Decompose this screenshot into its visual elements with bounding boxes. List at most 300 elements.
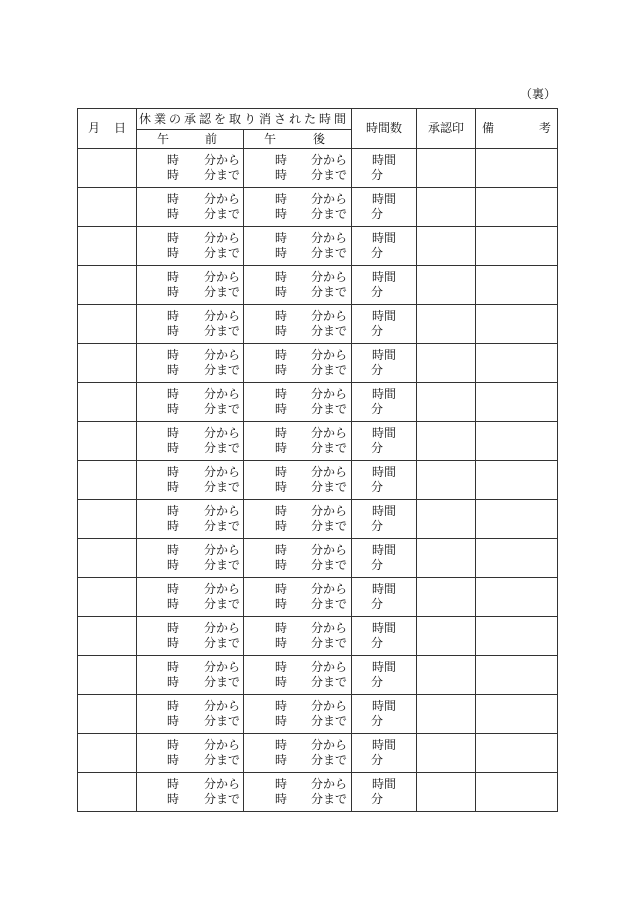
pm-time-cell[interactable]: [244, 617, 352, 656]
hour-unit: 時: [167, 699, 180, 713]
minutes-unit: 分: [371, 597, 384, 611]
am-time-cell[interactable]: [137, 695, 244, 734]
until-unit: 分まで: [204, 558, 241, 572]
hour-unit: 時: [275, 363, 288, 377]
hours-unit: 時間: [372, 699, 397, 713]
until-unit: 分まで: [311, 207, 348, 221]
until-unit: 分まで: [311, 714, 348, 728]
approval-seal-cell[interactable]: [417, 149, 476, 188]
until-unit: 分まで: [204, 675, 241, 689]
am-time-cell[interactable]: [137, 422, 244, 461]
minutes-unit: 分: [371, 519, 384, 533]
hours-unit: 時間: [372, 192, 397, 206]
from-unit: 分から: [311, 660, 348, 674]
hours-unit: 時間: [372, 543, 397, 557]
until-unit: 分まで: [311, 168, 348, 182]
hours-count-cell[interactable]: [352, 383, 417, 422]
hours-count-cell[interactable]: [352, 578, 417, 617]
hour-unit: 時: [167, 207, 180, 221]
header-am-a: 午: [157, 131, 170, 146]
hour-unit: 時: [167, 660, 180, 674]
from-unit: 分から: [311, 153, 348, 167]
approval-seal-cell[interactable]: [417, 734, 476, 773]
from-unit: 分から: [204, 153, 241, 167]
table-row: [78, 383, 558, 422]
notes-cell[interactable]: [476, 422, 558, 461]
hour-unit: 時: [167, 246, 180, 260]
am-time-cell[interactable]: [137, 539, 244, 578]
am-time-cell[interactable]: [137, 734, 244, 773]
hour-unit: 時: [275, 246, 288, 260]
minutes-unit: 分: [371, 714, 384, 728]
until-unit: 分まで: [311, 753, 348, 767]
hour-unit: 時: [275, 426, 288, 440]
hour-unit: 時: [275, 636, 288, 650]
hours-count-cell[interactable]: [352, 227, 417, 266]
hour-unit: 時: [275, 621, 288, 635]
from-unit: 分から: [204, 660, 241, 674]
from-unit: 分から: [204, 348, 241, 362]
until-unit: 分まで: [204, 246, 241, 260]
hour-unit: 時: [275, 309, 288, 323]
pm-time-cell[interactable]: [244, 188, 352, 227]
hour-unit: 時: [275, 699, 288, 713]
hours-count-cell[interactable]: [352, 461, 417, 500]
table-row: [78, 617, 558, 656]
notes-cell[interactable]: [476, 344, 558, 383]
table-row: [78, 344, 558, 383]
from-unit: 分から: [311, 426, 348, 440]
until-unit: 分まで: [311, 363, 348, 377]
until-unit: 分まで: [204, 597, 241, 611]
until-unit: 分まで: [311, 597, 348, 611]
minutes-unit: 分: [371, 558, 384, 572]
hours-unit: 時間: [372, 738, 397, 752]
header-day: 日: [114, 121, 127, 135]
hour-unit: 時: [167, 504, 180, 518]
pm-time-cell[interactable]: [244, 734, 352, 773]
until-unit: 分まで: [311, 324, 348, 338]
approval-seal-cell[interactable]: [417, 617, 476, 656]
minutes-unit: 分: [371, 480, 384, 494]
hour-unit: 時: [167, 426, 180, 440]
hours-count-cell[interactable]: [352, 305, 417, 344]
from-unit: 分から: [204, 309, 241, 323]
from-unit: 分から: [204, 543, 241, 557]
hour-unit: 時: [167, 621, 180, 635]
from-unit: 分から: [311, 504, 348, 518]
notes-cell[interactable]: [476, 383, 558, 422]
date-cell[interactable]: [78, 266, 137, 305]
approval-seal-cell[interactable]: [417, 695, 476, 734]
hour-unit: 時: [275, 480, 288, 494]
hour-unit: 時: [167, 192, 180, 206]
until-unit: 分まで: [204, 441, 241, 455]
from-unit: 分から: [311, 192, 348, 206]
hours-count-cell[interactable]: [352, 500, 417, 539]
notes-cell[interactable]: [476, 227, 558, 266]
pm-time-cell[interactable]: [244, 773, 352, 812]
hours-count-cell[interactable]: [352, 617, 417, 656]
table-row: [78, 227, 558, 266]
date-cell[interactable]: [78, 149, 137, 188]
hour-unit: 時: [167, 558, 180, 572]
hour-unit: 時: [167, 777, 180, 791]
from-unit: 分から: [204, 738, 241, 752]
from-unit: 分から: [311, 465, 348, 479]
from-unit: 分から: [204, 192, 241, 206]
minutes-unit: 分: [371, 402, 384, 416]
hour-unit: 時: [167, 441, 180, 455]
page-side-label: （裏）: [520, 87, 557, 101]
am-time-cell[interactable]: [137, 461, 244, 500]
table-row: [78, 539, 558, 578]
from-unit: 分から: [204, 504, 241, 518]
am-time-cell[interactable]: [137, 383, 244, 422]
date-cell[interactable]: [78, 656, 137, 695]
pm-time-cell[interactable]: [244, 344, 352, 383]
notes-cell[interactable]: [476, 461, 558, 500]
hours-count-cell[interactable]: [352, 188, 417, 227]
minutes-unit: 分: [371, 636, 384, 650]
hours-unit: 時間: [372, 309, 397, 323]
date-cell[interactable]: [78, 695, 137, 734]
hour-unit: 時: [275, 597, 288, 611]
am-time-cell[interactable]: [137, 500, 244, 539]
until-unit: 分まで: [311, 246, 348, 260]
date-cell[interactable]: [78, 578, 137, 617]
hour-unit: 時: [275, 192, 288, 206]
pm-time-cell[interactable]: [244, 695, 352, 734]
header-pm-b: 後: [313, 131, 326, 146]
hour-unit: 時: [275, 168, 288, 182]
hour-unit: 時: [167, 543, 180, 557]
hour-unit: 時: [167, 675, 180, 689]
until-unit: 分まで: [311, 792, 348, 806]
hour-unit: 時: [167, 348, 180, 362]
hour-unit: 時: [167, 519, 180, 533]
hour-unit: 時: [275, 519, 288, 533]
hour-unit: 時: [275, 324, 288, 338]
approval-seal-cell[interactable]: [417, 188, 476, 227]
table-row: [78, 578, 558, 617]
hours-unit: 時間: [372, 426, 397, 440]
until-unit: 分まで: [311, 675, 348, 689]
hour-unit: 時: [275, 738, 288, 752]
date-cell[interactable]: [78, 539, 137, 578]
pm-time-cell[interactable]: [244, 305, 352, 344]
hours-unit: 時間: [372, 621, 397, 635]
from-unit: 分から: [311, 543, 348, 557]
hour-unit: 時: [167, 285, 180, 299]
from-unit: 分から: [311, 387, 348, 401]
hour-unit: 時: [167, 387, 180, 401]
header-month: 月: [87, 121, 100, 135]
hour-unit: 時: [167, 363, 180, 377]
hours-count-cell[interactable]: [352, 773, 417, 812]
hour-unit: 時: [275, 231, 288, 245]
pm-time-cell[interactable]: [244, 227, 352, 266]
date-cell[interactable]: [78, 617, 137, 656]
am-time-cell[interactable]: [137, 227, 244, 266]
header-month-day: [78, 109, 137, 149]
minutes-unit: 分: [371, 441, 384, 455]
hour-unit: 時: [167, 753, 180, 767]
table-row: [78, 500, 558, 539]
approval-seal-cell[interactable]: [417, 656, 476, 695]
hour-unit: 時: [275, 270, 288, 284]
header-approval-seal: 承認印: [417, 109, 476, 149]
approval-seal-cell[interactable]: [417, 383, 476, 422]
am-time-cell[interactable]: [137, 344, 244, 383]
hours-count-cell[interactable]: [352, 734, 417, 773]
hour-unit: 時: [167, 465, 180, 479]
am-time-cell[interactable]: [137, 149, 244, 188]
until-unit: 分まで: [311, 558, 348, 572]
from-unit: 分から: [204, 387, 241, 401]
header-notes: [476, 109, 558, 149]
approval-seal-cell[interactable]: [417, 539, 476, 578]
hours-unit: 時間: [372, 465, 397, 479]
hour-unit: 時: [167, 792, 180, 806]
from-unit: 分から: [204, 582, 241, 596]
hour-unit: 時: [167, 168, 180, 182]
notes-cell[interactable]: [476, 734, 558, 773]
from-unit: 分から: [204, 465, 241, 479]
hour-unit: 時: [275, 753, 288, 767]
table-row: [78, 149, 558, 188]
minutes-unit: 分: [371, 207, 384, 221]
until-unit: 分まで: [204, 207, 241, 221]
table-row: [78, 188, 558, 227]
pm-time-cell[interactable]: [244, 422, 352, 461]
header-pm-a: 午: [264, 131, 277, 146]
date-cell[interactable]: [78, 734, 137, 773]
table-row: [78, 656, 558, 695]
hours-unit: 時間: [372, 348, 397, 362]
date-cell[interactable]: [78, 383, 137, 422]
pm-time-cell[interactable]: [244, 383, 352, 422]
approval-seal-cell[interactable]: [417, 461, 476, 500]
until-unit: 分まで: [204, 324, 241, 338]
from-unit: 分から: [204, 699, 241, 713]
am-time-cell[interactable]: [137, 617, 244, 656]
until-unit: 分まで: [204, 480, 241, 494]
until-unit: 分まで: [204, 168, 241, 182]
header-hours-count: 時間数: [352, 109, 417, 149]
leave-cancellation-table: [77, 108, 558, 812]
hour-unit: 時: [275, 504, 288, 518]
minutes-unit: 分: [371, 675, 384, 689]
hour-unit: 時: [275, 153, 288, 167]
hour-unit: 時: [275, 714, 288, 728]
header-pm: [244, 130, 352, 149]
approval-seal-cell[interactable]: [417, 266, 476, 305]
hours-count-cell[interactable]: [352, 149, 417, 188]
hour-unit: 時: [167, 582, 180, 596]
hours-unit: 時間: [372, 660, 397, 674]
minutes-unit: 分: [371, 792, 384, 806]
hour-unit: 時: [167, 309, 180, 323]
hours-unit: 時間: [372, 387, 397, 401]
hour-unit: 時: [167, 270, 180, 284]
minutes-unit: 分: [371, 324, 384, 338]
hour-unit: 時: [275, 285, 288, 299]
until-unit: 分まで: [311, 636, 348, 650]
until-unit: 分まで: [311, 402, 348, 416]
hour-unit: 時: [275, 465, 288, 479]
table-row: [78, 773, 558, 812]
am-time-cell[interactable]: [137, 188, 244, 227]
until-unit: 分まで: [311, 480, 348, 494]
notes-cell[interactable]: [476, 266, 558, 305]
header-notes-a: 備: [482, 121, 495, 135]
hour-unit: 時: [167, 636, 180, 650]
hour-unit: 時: [167, 480, 180, 494]
notes-cell[interactable]: [476, 578, 558, 617]
until-unit: 分まで: [204, 792, 241, 806]
table-row: [78, 305, 558, 344]
minutes-unit: 分: [371, 168, 384, 182]
from-unit: 分から: [311, 231, 348, 245]
am-time-cell[interactable]: [137, 578, 244, 617]
hour-unit: 時: [275, 660, 288, 674]
pm-time-cell[interactable]: [244, 500, 352, 539]
date-cell[interactable]: [78, 305, 137, 344]
notes-cell[interactable]: [476, 539, 558, 578]
table-row: [78, 695, 558, 734]
approval-seal-cell[interactable]: [417, 422, 476, 461]
pm-time-cell[interactable]: [244, 149, 352, 188]
hours-unit: 時間: [372, 582, 397, 596]
notes-cell[interactable]: [476, 188, 558, 227]
notes-cell[interactable]: [476, 305, 558, 344]
from-unit: 分から: [204, 426, 241, 440]
hour-unit: 時: [167, 738, 180, 752]
pm-time-cell[interactable]: [244, 656, 352, 695]
date-cell[interactable]: [78, 227, 137, 266]
until-unit: 分まで: [311, 441, 348, 455]
from-unit: 分から: [311, 738, 348, 752]
minutes-unit: 分: [371, 246, 384, 260]
hours-unit: 時間: [372, 504, 397, 518]
hours-count-cell[interactable]: [352, 266, 417, 305]
from-unit: 分から: [204, 231, 241, 245]
from-unit: 分から: [311, 777, 348, 791]
hour-unit: 時: [167, 153, 180, 167]
minutes-unit: 分: [371, 285, 384, 299]
notes-cell[interactable]: [476, 656, 558, 695]
date-cell[interactable]: [78, 422, 137, 461]
until-unit: 分まで: [311, 519, 348, 533]
approval-seal-cell[interactable]: [417, 344, 476, 383]
notes-cell[interactable]: [476, 500, 558, 539]
hour-unit: 時: [167, 402, 180, 416]
hours-count-cell[interactable]: [352, 695, 417, 734]
from-unit: 分から: [204, 270, 241, 284]
table-row: [78, 422, 558, 461]
hours-unit: 時間: [372, 153, 397, 167]
hour-unit: 時: [275, 402, 288, 416]
am-time-cell[interactable]: [137, 305, 244, 344]
hour-unit: 時: [275, 207, 288, 221]
pm-time-cell[interactable]: [244, 461, 352, 500]
from-unit: 分から: [311, 699, 348, 713]
from-unit: 分から: [311, 621, 348, 635]
header-am-b: 前: [204, 131, 217, 146]
until-unit: 分まで: [204, 363, 241, 377]
approval-seal-cell[interactable]: [417, 578, 476, 617]
pm-time-cell[interactable]: [244, 539, 352, 578]
hours-count-cell[interactable]: [352, 656, 417, 695]
hour-unit: 時: [275, 675, 288, 689]
date-cell[interactable]: [78, 344, 137, 383]
until-unit: 分まで: [204, 519, 241, 533]
date-cell[interactable]: [78, 773, 137, 812]
from-unit: 分から: [311, 309, 348, 323]
hour-unit: 時: [275, 558, 288, 572]
hours-unit: 時間: [372, 231, 397, 245]
hours-count-cell[interactable]: [352, 539, 417, 578]
hour-unit: 時: [275, 543, 288, 557]
notes-cell[interactable]: [476, 149, 558, 188]
from-unit: 分から: [311, 582, 348, 596]
am-time-cell[interactable]: [137, 656, 244, 695]
hour-unit: 時: [275, 387, 288, 401]
table-row: [78, 734, 558, 773]
hour-unit: 時: [275, 777, 288, 791]
date-cell[interactable]: [78, 188, 137, 227]
hour-unit: 時: [275, 582, 288, 596]
notes-cell[interactable]: [476, 617, 558, 656]
am-time-cell[interactable]: [137, 266, 244, 305]
until-unit: 分まで: [204, 636, 241, 650]
approval-seal-cell[interactable]: [417, 500, 476, 539]
hours-unit: 時間: [372, 270, 397, 284]
until-unit: 分まで: [204, 753, 241, 767]
hour-unit: 時: [167, 324, 180, 338]
hour-unit: 時: [275, 348, 288, 362]
header-cancelled-time: 休業の承認を取り消された時間: [137, 109, 352, 130]
from-unit: 分から: [204, 621, 241, 635]
hours-count-cell[interactable]: [352, 422, 417, 461]
header-notes-b: 考: [539, 121, 552, 135]
until-unit: 分まで: [204, 714, 241, 728]
table-row: [78, 266, 558, 305]
date-cell[interactable]: [78, 500, 137, 539]
from-unit: 分から: [311, 348, 348, 362]
hour-unit: 時: [167, 714, 180, 728]
am-time-cell[interactable]: [137, 773, 244, 812]
approval-seal-cell[interactable]: [417, 305, 476, 344]
approval-seal-cell[interactable]: [417, 227, 476, 266]
hour-unit: 時: [275, 441, 288, 455]
from-unit: 分から: [311, 270, 348, 284]
until-unit: 分まで: [204, 285, 241, 299]
hours-count-cell[interactable]: [352, 344, 417, 383]
notes-cell[interactable]: [476, 773, 558, 812]
pm-time-cell[interactable]: [244, 266, 352, 305]
date-cell[interactable]: [78, 461, 137, 500]
table-row: [78, 461, 558, 500]
until-unit: 分まで: [311, 285, 348, 299]
minutes-unit: 分: [371, 363, 384, 377]
approval-seal-cell[interactable]: [417, 773, 476, 812]
hour-unit: 時: [275, 792, 288, 806]
header-am: [137, 130, 244, 149]
notes-cell[interactable]: [476, 695, 558, 734]
pm-time-cell[interactable]: [244, 578, 352, 617]
